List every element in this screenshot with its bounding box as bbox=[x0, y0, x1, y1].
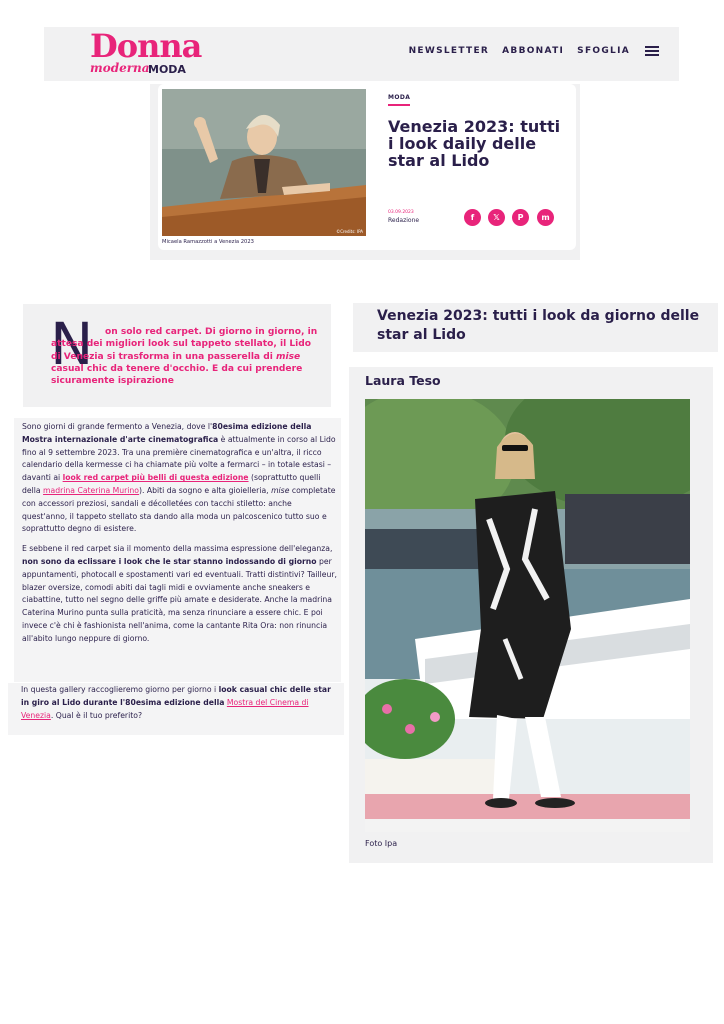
link-madrina[interactable]: madrina Caterina Murino bbox=[43, 485, 139, 495]
article-body bbox=[22, 421, 337, 653]
pinterest-icon[interactable]: P bbox=[512, 209, 529, 226]
messenger-icon[interactable]: m bbox=[537, 209, 554, 226]
body-paragraph-3: In questa gallery raccoglieremo giorno per giorno i look casual chic delle star in giro al Lido durante l'80esima edizione della Mostra del Cinema di Venezia. Qual è il tuo preferito? bbox=[21, 685, 331, 720]
gallery-photo-credit: Foto Ipa bbox=[365, 839, 398, 848]
article-date: 03.09.2023 bbox=[388, 210, 414, 215]
intro-box bbox=[23, 304, 331, 407]
gallery-card bbox=[349, 367, 713, 863]
gallery-photo-illustration bbox=[365, 399, 690, 832]
gallery-item-name: Laura Teso bbox=[365, 373, 441, 388]
logo-section: MODA bbox=[148, 63, 186, 76]
main-nav bbox=[409, 46, 659, 56]
hero-image[interactable] bbox=[162, 89, 366, 236]
logo-wordmark: Donna bbox=[90, 27, 202, 65]
nav-newsletter[interactable]: NEWSLETTER bbox=[408, 46, 490, 56]
gallery-header bbox=[353, 303, 718, 352]
body-paragraph-1: Sono giorni di grande fermento a Venezia, dove l'80esima edizione della Mostra internazionale d'arte cinematografica è attualmente in corso al Lido fino al 9 settembre 2023. Tra una première cinematografica e un'altra, il ricco calendario della kermesse ci ha chiamate più volte a fermarci – in totale estasi – davanti ai look red carpet più belli di questa edizione (soprattutto quelli della madrina Caterina Murino). Abiti da sogno e alta gioielleria, mise completate con accessori preziosi, sandali e décolletées con tacchi stiletto: anche quest'anno, il tappeto stellato sta dando alla moda un palcoscenico tutto suo e soprattutto degno di esistere. bbox=[22, 422, 336, 534]
body-paragraph-2: E sebbene il red carpet sia il momento della massima espressione dell'eleganza, non sono da eclissare i look che le star stanno indossando di giorno per appuntamenti, photocall e spostamenti vari ed eventuali. Tratti distintivi? Tailleur, blazer oversize, comodi abiti dai tagli midi e ovviamente anche sneakers e ciabattine, tutto nel segno delle griffe più amate e desiderate. Anche la madrina Caterina Murino punta sulla praticità, ma senza rinunciare a essere chic. E poi invece c'è chi è fashionista nell'anima, come la cantante Rita Ora: non rinuncia all'abito lungo neppure di giorno. bbox=[22, 544, 337, 643]
gallery-photo[interactable] bbox=[365, 399, 690, 832]
nav-sfoglia[interactable]: SFOGLIA bbox=[577, 46, 630, 56]
hero-section bbox=[150, 84, 580, 260]
facebook-icon[interactable]: f bbox=[464, 209, 481, 226]
category-tag[interactable]: MODA bbox=[388, 94, 411, 101]
hero-image-caption: Micaela Ramazzotti a Venezia 2023 bbox=[162, 239, 254, 245]
tag-underline bbox=[388, 104, 410, 106]
dropcap: N bbox=[50, 310, 94, 378]
link-mostra-cinema[interactable]: Mostra del Cinema di Venezia bbox=[21, 697, 309, 720]
hero-photo-illustration bbox=[162, 89, 366, 236]
x-icon[interactable]: 𝕏 bbox=[488, 209, 505, 226]
hero-card[interactable] bbox=[158, 84, 576, 250]
gallery-title: Venezia 2023: tutti i look da giorno delle star al Lido bbox=[377, 308, 700, 343]
site-header bbox=[44, 27, 679, 81]
photo-credit: ©Credits: IPA bbox=[336, 229, 363, 234]
article-author: Redazione bbox=[388, 217, 420, 224]
hamburger-icon[interactable] bbox=[645, 46, 659, 56]
link-red-carpet-looks[interactable]: look red carpet più belli di questa edizione bbox=[62, 473, 249, 483]
intro-text: on solo red carpet. Di giorno in giorno, in attesa dei migliori look sul tappeto stellato, il Lido di Venezia si trasforma in una passerella di mise casual chic da tenere d'occhio. E da cui prendere sicuramente ispirazione bbox=[51, 327, 318, 387]
site-logo[interactable] bbox=[90, 27, 220, 77]
logo-sub-wordmark: moderna bbox=[90, 61, 150, 75]
nav-abbonati[interactable]: ABBONATI bbox=[502, 46, 565, 56]
article-title[interactable]: Venezia 2023: tutti i look daily delle star al Lido bbox=[388, 117, 561, 170]
